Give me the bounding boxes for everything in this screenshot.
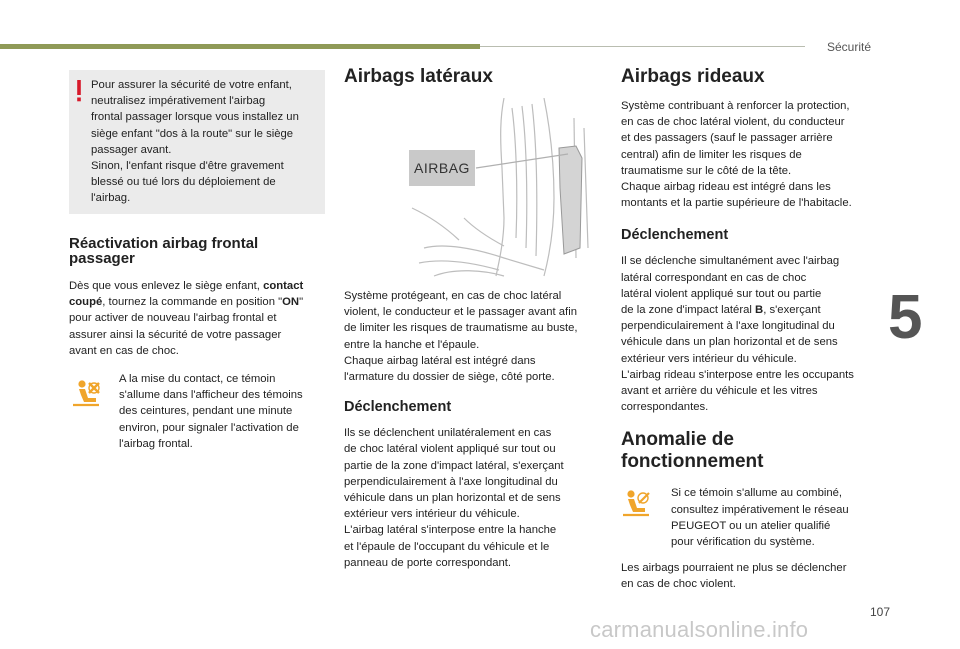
heading-curtain-airbags: Airbags rideaux	[621, 66, 765, 87]
text-run-bold: contact coupé	[69, 280, 304, 309]
page-number: 107	[870, 605, 891, 619]
header-rule	[480, 46, 805, 47]
text-run: , s'exerçant perpendiculairement à l'axe longitudinal du véhicule dans un plan horizontal et de sens extérieur vers intérieur du véhicule. L'airbag rideau s'interpose entre les occupants avant et arrière du véhicule et les vitres correspondantes.	[621, 304, 854, 414]
curtain-paragraph: Système contribuant à renforcer la protection, en cas de choc latéral violent, du conducteur et des passagers (sauf le passager arrière central) afin de limiter les risques de traumatisme sur le côté de la tête. Chaque airbag rideau est intégré dans les montants et la partie supérieure de l'habitacle.	[621, 100, 852, 210]
watermark: carmanualsonline.info	[590, 617, 809, 642]
heading-reactivation: Réactivation airbag frontal passager	[69, 235, 259, 267]
warning-text: Pour assurer la sécurité de votre enfant, neutralisez impérativement l'airbag frontal passager lorsque vous installez un siège enfant "dos à la route" sur le siège passager avant. Sinon, l'enfant risque d'être gravement blessé ou tué lors du déploiement de l'airbag.	[91, 79, 299, 205]
side-airbag-paragraph: Système protégeant, en cas de choc latéral violent, le conducteur et le passager avant afin de limiter les risques de traumatisme au buste, entre la hanche et l'épaule. Chaque airbag latéral est intégré dans l'armature du dossier de siège, côté porte.	[344, 290, 578, 384]
column-right	[621, 66, 873, 593]
lamp-note-text: A la mise du contact, ce témoin s'allume dans l'afficheur des témoins des ceintures, pendant une minute environ, pour signaler l'activation de l'airbag frontal.	[119, 373, 303, 450]
airbag-fault-icon	[621, 489, 655, 524]
column-middle	[344, 66, 596, 571]
curtain-deployment-paragraph	[621, 253, 873, 415]
chapter-number: 5	[888, 283, 923, 352]
warning-box	[69, 70, 325, 214]
exclamation-icon	[76, 80, 84, 102]
heading-side-airbags: Airbags latéraux	[344, 66, 493, 87]
text-run: " pour activer de nouveau l'airbag frontal et assurer ainsi la sécurité de votre passager avant en cas de choc.	[69, 296, 304, 357]
text-run: Il se déclenche simultanément avec l'airbag latéral correspondant en cas de choc latéral violent appliqué sur tout ou partie de la zone d'impact latéral	[621, 255, 840, 317]
text-run-bold: B	[755, 304, 764, 317]
column-left	[69, 70, 325, 452]
airbag-passenger-icon	[69, 379, 103, 414]
reactivation-paragraph	[69, 278, 325, 359]
section-title: Sécurité	[827, 40, 872, 54]
fault-lamp-note	[621, 485, 873, 550]
heading-deployment-curtain: Déclenchement	[621, 227, 729, 244]
seat-illustration	[404, 98, 604, 278]
heading-deployment: Déclenchement	[344, 399, 452, 416]
text-run: , tournez la commande en position "	[102, 296, 283, 309]
heading-malfunction: Anomalie de fonctionnement	[621, 429, 764, 473]
fault-lamp-text: Si ce témoin s'allume au combiné, consultez impérativement le réseau PEUGEOT ou un atelier qualifié pour vérification du système.	[671, 487, 849, 549]
airbag-label: AIRBAG	[409, 150, 475, 186]
text-run-bold: ON	[282, 296, 300, 309]
lamp-note	[69, 371, 325, 452]
malfunction-paragraph: Les airbags pourraient ne plus se déclencher en cas de choc violent.	[621, 562, 847, 591]
deployment-paragraph: Ils se déclenchent unilatéralement en cas de choc latéral violent appliqué sur tout ou partie de la zone d'impact latéral, s'exerçant perpendiculairement à l'axe longitudinal du véhicule dans un plan horizontal et de sens extérieur vers intérieur du véhicule. L'airbag latéral s'interpose entre la hanche et l'épaule de l'occupant du véhicule et le panneau de porte correspondant.	[344, 427, 564, 569]
seat-drawing	[404, 98, 604, 278]
header-accent-bar	[0, 44, 480, 49]
text-run: Dès que vous enlevez le siège enfant,	[69, 280, 264, 292]
